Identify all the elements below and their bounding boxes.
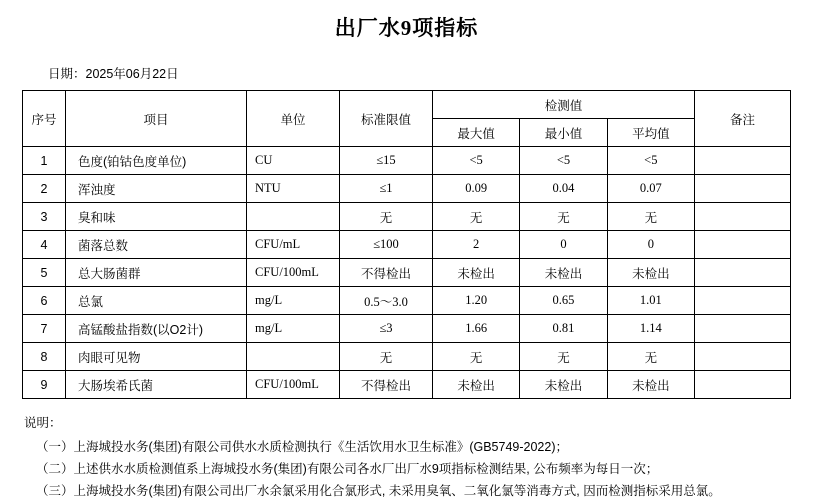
table-row xyxy=(23,343,791,371)
column-header-item: 项目 xyxy=(66,91,247,147)
cell-max: 无 xyxy=(433,203,520,231)
cell-max: 2 xyxy=(433,231,520,259)
table-row xyxy=(23,175,791,203)
cell-max: 未检出 xyxy=(433,371,520,399)
cell-item: 浑浊度 xyxy=(66,175,247,203)
cell-note xyxy=(695,343,791,371)
table-container xyxy=(0,90,813,399)
cell-unit: mg/L xyxy=(247,287,340,315)
cell-avg: 0 xyxy=(607,231,694,259)
cell-max: 1.20 xyxy=(433,287,520,315)
cell-limit: 不得检出 xyxy=(340,371,433,399)
cell-limit: ≤15 xyxy=(340,147,433,175)
table-row xyxy=(23,371,791,399)
cell-no: 6 xyxy=(23,287,66,315)
note-item-1: （一）上海城投水务(集团)有限公司供水水质检测执行《生活饮用水卫生标准》(GB5749-2022)； xyxy=(36,439,568,454)
cell-unit xyxy=(247,343,340,371)
cell-unit: CFU/mL xyxy=(247,231,340,259)
cell-min: 0.04 xyxy=(520,175,607,203)
cell-note xyxy=(695,231,791,259)
cell-avg: 无 xyxy=(607,343,694,371)
cell-min: 0.81 xyxy=(520,315,607,343)
cell-unit: CU xyxy=(247,147,340,175)
cell-no: 1 xyxy=(23,147,66,175)
table-row xyxy=(23,287,791,315)
cell-min: 0.65 xyxy=(520,287,607,315)
water-quality-table xyxy=(22,90,791,399)
cell-min: <5 xyxy=(520,147,607,175)
cell-max: 无 xyxy=(433,343,520,371)
cell-avg: 未检出 xyxy=(607,259,694,287)
cell-limit: 无 xyxy=(340,203,433,231)
cell-max: <5 xyxy=(433,147,520,175)
column-header-max: 最大值 xyxy=(433,119,520,147)
cell-no: 7 xyxy=(23,315,66,343)
cell-min: 未检出 xyxy=(520,259,607,287)
table-row xyxy=(23,147,791,175)
cell-limit: ≤100 xyxy=(340,231,433,259)
cell-item: 肉眼可见物 xyxy=(66,343,247,371)
cell-min: 0 xyxy=(520,231,607,259)
cell-avg: 无 xyxy=(607,203,694,231)
column-header-note: 备注 xyxy=(695,91,791,147)
table-row xyxy=(23,315,791,343)
cell-note xyxy=(695,203,791,231)
cell-no: 4 xyxy=(23,231,66,259)
cell-item: 总大肠菌群 xyxy=(66,259,247,287)
cell-unit: NTU xyxy=(247,175,340,203)
cell-unit xyxy=(247,203,340,231)
cell-item: 色度(铂钴色度单位) xyxy=(66,147,247,175)
table-row xyxy=(23,231,791,259)
table-header xyxy=(23,91,791,147)
cell-avg: 1.14 xyxy=(607,315,694,343)
cell-avg: 未检出 xyxy=(607,371,694,399)
cell-note xyxy=(695,287,791,315)
column-header-unit: 单位 xyxy=(247,91,340,147)
cell-note xyxy=(695,175,791,203)
cell-unit: mg/L xyxy=(247,315,340,343)
cell-unit: CFU/100mL xyxy=(247,259,340,287)
page-title: 出厂水9项指标 xyxy=(334,16,479,40)
header-row-1 xyxy=(23,91,791,119)
cell-item: 臭和味 xyxy=(66,203,247,231)
note-item-3: （三）上海城投水务(集团)有限公司出厂水余氯采用化合氯形式, 未采用臭氧、二氧化氯等消毒方式, 因而检测指标采用总氯。 xyxy=(36,483,721,498)
cell-min: 无 xyxy=(520,343,607,371)
cell-no: 3 xyxy=(23,203,66,231)
cell-limit: 0.5～3.0 xyxy=(340,287,433,315)
cell-item: 大肠埃希氏菌 xyxy=(66,371,247,399)
cell-no: 8 xyxy=(23,343,66,371)
cell-no: 5 xyxy=(23,259,66,287)
cell-limit: ≤1 xyxy=(340,175,433,203)
cell-max: 1.66 xyxy=(433,315,520,343)
cell-item: 总氯 xyxy=(66,287,247,315)
cell-max: 未检出 xyxy=(433,259,520,287)
cell-min: 无 xyxy=(520,203,607,231)
report-date: 日期：2025年06月22日 xyxy=(48,67,179,81)
cell-note xyxy=(695,147,791,175)
cell-avg: <5 xyxy=(607,147,694,175)
notes-section xyxy=(0,399,813,503)
cell-avg: 1.01 xyxy=(607,287,694,315)
cell-no: 9 xyxy=(23,371,66,399)
note-item-2: （二）上述供水水质检测值系上海城投水务(集团)有限公司各水厂出厂水9项指标检测结果, 公布频率为每日一次； xyxy=(36,461,659,476)
cell-no: 2 xyxy=(23,175,66,203)
column-header-avg: 平均值 xyxy=(607,119,694,147)
column-header-limit: 标准限值 xyxy=(340,91,433,147)
cell-note xyxy=(695,315,791,343)
column-header-detected: 检测值 xyxy=(433,91,695,119)
cell-note xyxy=(695,259,791,287)
cell-avg: 0.07 xyxy=(607,175,694,203)
cell-item: 高锰酸盐指数(以O2计) xyxy=(66,315,247,343)
column-header-min: 最小值 xyxy=(520,119,607,147)
column-header-no: 序号 xyxy=(23,91,66,147)
cell-note xyxy=(695,371,791,399)
cell-limit: 无 xyxy=(340,343,433,371)
table-row xyxy=(23,203,791,231)
table-body xyxy=(23,147,791,399)
cell-limit: 不得检出 xyxy=(340,259,433,287)
cell-limit: ≤3 xyxy=(340,315,433,343)
cell-item: 菌落总数 xyxy=(66,231,247,259)
table-row xyxy=(23,259,791,287)
cell-unit: CFU/100mL xyxy=(247,371,340,399)
cell-max: 0.09 xyxy=(433,175,520,203)
cell-min: 未检出 xyxy=(520,371,607,399)
notes-heading: 说明： xyxy=(24,416,62,430)
